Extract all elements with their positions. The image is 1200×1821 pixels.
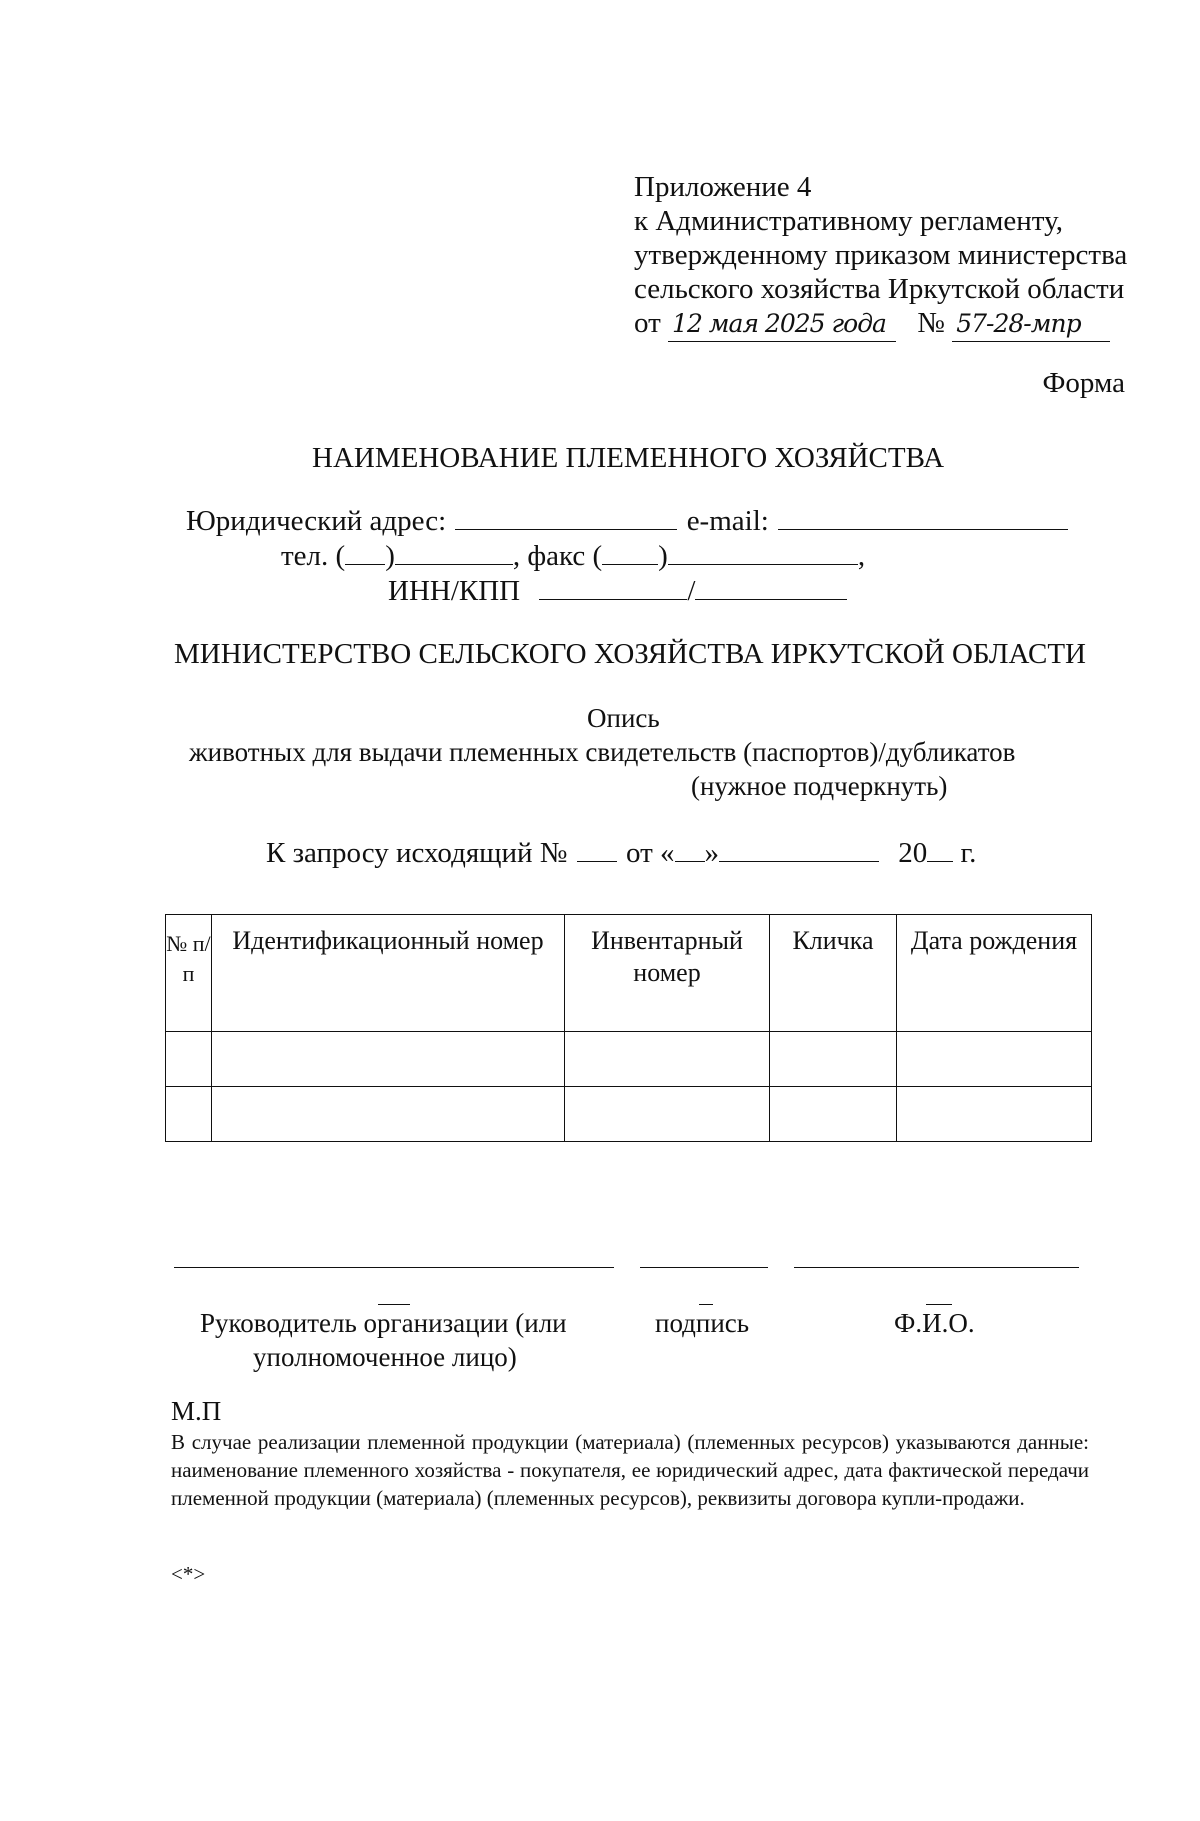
column-header-number: № п/п [166,915,212,1032]
inn-kpp-label: ИНН/КПП [388,575,521,607]
request-month-blank[interactable] [719,860,879,862]
footnote-mark: <*> [171,1562,206,1586]
request-from-label: от « [625,837,675,869]
head-signature-line[interactable] [174,1267,614,1268]
phone-close-paren: ) [385,540,395,572]
underline-hint: (нужное подчеркнуть) [691,771,948,801]
legal-address-row [186,504,1070,538]
column-header-birth-date: Дата рождения [897,915,1092,1032]
date-prefix: от [634,307,661,339]
document-title: Опись [587,703,660,733]
request-number-blank[interactable] [577,860,617,862]
legal-address-label: Юридический адрес: [186,505,447,537]
fax-end-comma: , [857,540,866,572]
handwritten-date: 12 мая 2025 года [668,307,896,342]
column-header-inventory-number: Инвентарный номер [565,915,770,1032]
fax-close-paren: ) [658,540,668,572]
handwritten-number: 57-28-мпр [952,307,1110,342]
number-prefix: № [917,307,945,339]
full-name-line[interactable] [794,1267,1079,1268]
legal-address-blank[interactable] [455,528,677,530]
animals-inventory-table [165,914,1092,1142]
divider [926,1304,952,1305]
request-year-blank[interactable] [927,860,953,862]
form-label: Форма [1042,367,1125,399]
request-year-suffix: г. [960,837,977,869]
divider [378,1304,410,1305]
table-cell[interactable] [212,1032,565,1087]
table-row [166,1087,1092,1142]
table-header-row [166,915,1092,1032]
table-cell[interactable] [565,1032,770,1087]
table-cell[interactable] [770,1032,897,1087]
table-cell[interactable] [565,1087,770,1142]
request-day-blank[interactable] [675,860,705,862]
request-number-label: К запросу исходящий № [266,837,568,869]
head-label-line-1: Руководитель организации (или [200,1308,567,1338]
table-row [166,1032,1092,1087]
organization-name: НАИМЕНОВАНИЕ ПЛЕМЕННОГО ХОЗЯЙСТВА [312,442,945,474]
ministry-name: МИНИСТЕРСТВО СЕЛЬСКОГО ХОЗЯЙСТВА ИРКУТСКОЙ ОБЛАСТИ [174,638,1086,670]
signature-line[interactable] [640,1267,768,1268]
signature-label: подпись [655,1308,750,1338]
inn-kpp-separator: / [687,575,696,607]
kpp-blank[interactable] [695,598,847,600]
fax-code-blank[interactable] [602,563,658,565]
appendix-line-3: утвержденному приказом министерства [634,239,1128,271]
phone-label: тел. ( [281,540,346,572]
appendix-line-4: сельского хозяйства Иркутской области [634,273,1125,305]
inn-kpp-row [388,574,847,608]
table-cell[interactable] [212,1087,565,1142]
appendix-date-line [634,306,1110,342]
appendix-line-2: к Административному регламенту, [634,205,1063,237]
table-cell[interactable] [897,1087,1092,1142]
full-name-label: Ф.И.О. [894,1308,975,1338]
email-label: e-mail: [686,505,769,537]
phone-code-blank[interactable] [345,563,385,565]
divider [699,1304,713,1305]
request-quote-close: » [704,837,720,869]
inn-blank[interactable] [539,598,687,600]
phone-number-blank[interactable] [395,563,513,565]
table-cell[interactable] [166,1087,212,1142]
phone-fax-row [281,539,865,573]
sale-note: В случае реализации племенной продукции (материала) (племенных ресурсов) указываются данные: наименование племенного хозяйства - покупателя, ее юридический адрес, дата фактической передачи племенной продукции (материала) (племенных ресурсов), реквизиты договора купли-продажи. [171,1430,1089,1510]
table-cell[interactable] [166,1032,212,1087]
fax-number-blank[interactable] [668,563,858,565]
table-cell[interactable] [897,1032,1092,1087]
appendix-line-1: Приложение 4 [634,171,812,203]
request-year-prefix: 20 [898,837,928,869]
head-label-line-2: уполномоченное лицо) [253,1342,517,1372]
fax-label: , факс ( [512,540,603,572]
email-blank[interactable] [778,528,1068,530]
request-row [266,836,976,870]
column-header-id-number: Идентификационный номер [212,915,565,1032]
table-cell[interactable] [770,1087,897,1142]
stamp-label: М.П [171,1396,222,1426]
document-subtitle: животных для выдачи племенных свидетельств (паспортов)/дубликатов [189,737,1016,767]
column-header-nickname: Кличка [770,915,897,1032]
